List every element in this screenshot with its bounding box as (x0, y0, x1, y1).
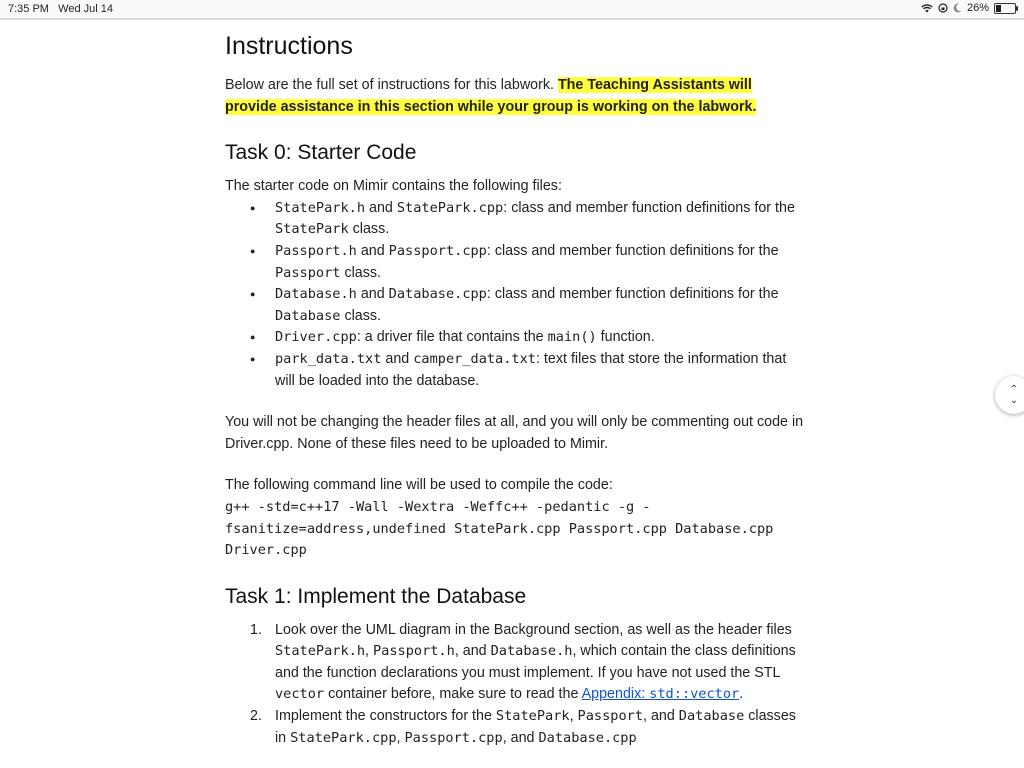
header-note: You will not be changing the header files at all, and you will only be commenting out code in Driver.cpp. None of these files need to be uploaded to Mimir. (225, 414, 804, 452)
compile-command: g++ -std=c++17 -Wall -Wextra -Weffc++ -pedantic -g -fsanitize=address,undefined StatePark.cpp Passport.cpp Database.cpp Driver.cpp (225, 498, 774, 559)
appendix-link[interactable]: Appendix: std::vector (581, 686, 740, 703)
list-item: ● Driver.cpp: a driver file that contains the main() function. (225, 327, 805, 349)
chevron-down-icon[interactable]: ⌄ (1009, 395, 1019, 406)
list-item: 1. Look over the UML diagram in the Background section, as well as the header files StatePark.h, Passport.h, and Database.h, which contain the class definitions and the function declarations you must implement. If you have not used the STL vector container before, make sure to read the Appendix: std::vector. (250, 621, 796, 703)
task0-heading: Task 0: Starter Code (225, 141, 417, 165)
page-title: Instructions (225, 32, 353, 60)
wifi-icon (921, 4, 933, 13)
battery-percent: 26% (966, 2, 989, 14)
compile-lead: The following command line will be used to compile the code: (225, 477, 613, 494)
status-bar (0, 0, 1024, 20)
battery-level (996, 5, 1001, 12)
list-item: ● Database.h and Database.cpp: class and member function definitions for the Database class. (225, 284, 805, 327)
list-item: ● StatePark.h and StatePark.cpp: class and member function definitions for the StatePark class. (225, 198, 805, 241)
list-item: ● park_data.txt and camper_data.txt: text files that store the information that will be loaded into the database. (225, 349, 805, 392)
starter-file-list (225, 198, 805, 392)
task1-steps (225, 620, 805, 750)
status-time: 7:35 PM Wed Jul 14 (8, 3, 113, 15)
lock-rotation-icon (938, 3, 948, 13)
list-item: ● Passport.h and Passport.cpp: class and member function definitions for the Passport class. (225, 241, 805, 284)
list-item: 2. Implement the constructors for the StatePark, Passport, and Database classes in StatePark.cpp, Passport.cpp, and Database.cpp (250, 708, 796, 746)
intro-paragraph: Below are the full set of instructions for this labwork. The Teaching Assistants will provide assistance in this section while your group is working on the labwork. (225, 77, 757, 115)
page-navigation-button[interactable] (995, 376, 1024, 414)
document-body (225, 30, 805, 749)
battery-icon (994, 3, 1016, 14)
highlighted-note: The Teaching Assistants will provide assistance in this section while your group is working on the labwork. (225, 77, 757, 115)
task0-lead: The starter code on Mimir contains the following files: (225, 178, 562, 195)
moon-icon (953, 3, 962, 13)
task1-heading: Task 1: Implement the Database (225, 584, 527, 608)
chevron-up-icon[interactable]: ⌃ (1009, 384, 1019, 395)
